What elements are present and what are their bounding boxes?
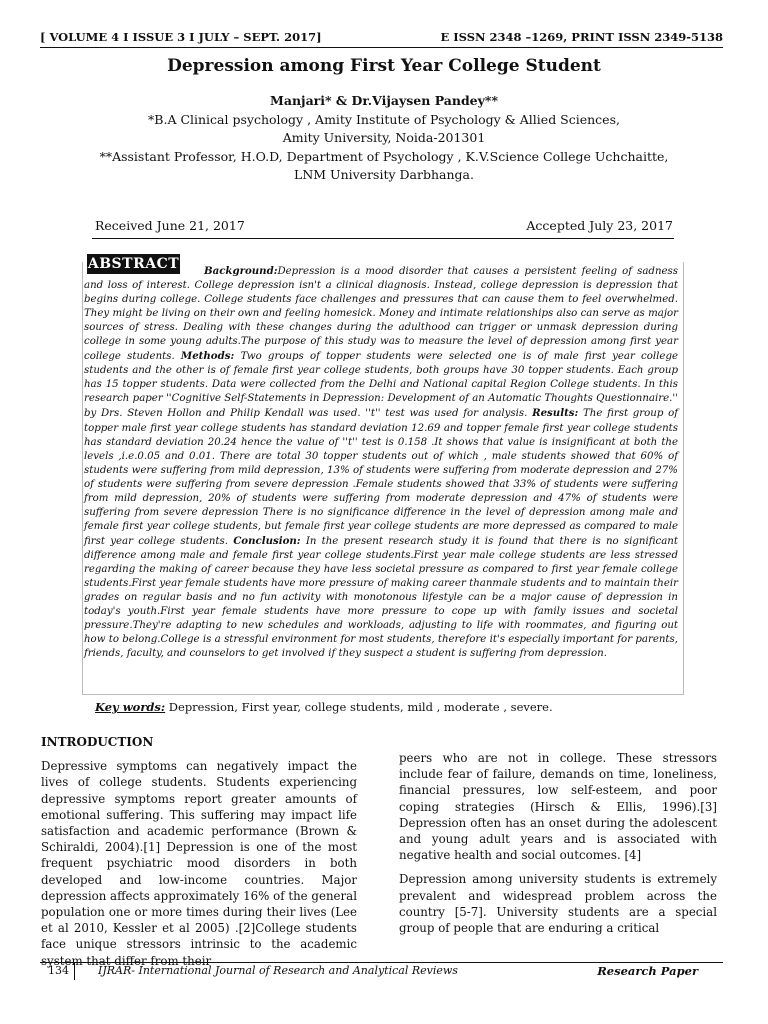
page-footer <box>40 964 723 982</box>
introduction-heading: INTRODUCTION <box>41 735 154 749</box>
intro-paragraph-3: Depression among university students is extremely prevalent and widespread problem across the country [5-7]. University students are a special group of people that are enduring a critical <box>399 872 717 936</box>
footer-divider <box>40 962 723 963</box>
footer-separator <box>74 962 75 980</box>
received-date: Received June 21, 2017 <box>95 218 245 233</box>
conclusion-text: In the present research study it is found that there is no significant difference among male and female first year college students.First year male college students are less stressed regarding the making of career because they have less societal pressure as compared to first year female college students.First year female students have more pressure of making career thanmale students and to maintain their grades on regular basis and no fun activity with monotonous lifestyle can be a major cause of depression in today's youth.First year female students have more pressure to cope up with family issues and societal pressure.They're adapting to new schedules and workloads, adjusting to life with roommates, and figuring out how to belong.College is a stressful environment for most students, therefore it's especially important for parents, friends, faculty, and counselors to get involved if they suspect a student is suffering from depression. <box>84 535 678 660</box>
abstract-text <box>84 264 678 661</box>
page-number: 134 <box>48 964 69 977</box>
methods-text: Two groups of topper students were selected one is of male first year college students and the other is of female first year college students, both groups have 30 topper students. Each group has 15 topper students. Data were collected from the Delhi and National capital Region College students. In this research paper ''Cognitive Self-Statements in Depression: Development of an Automatic Thoughts Questionnaire.'' by Drs. Steven Hollon and Philip Kendall was used. ''t'' test was used for analysis. <box>84 351 678 420</box>
issn-label: E ISSN 2348 –1269, PRINT ISSN 2349-5138 <box>440 30 723 44</box>
dates-divider <box>92 238 674 239</box>
left-column <box>41 734 357 977</box>
results-label: Results: <box>532 407 579 420</box>
running-header <box>40 30 723 46</box>
affiliation-line-2: Amity University, Noida-201301 <box>282 130 486 145</box>
article-type: Research Paper <box>597 964 698 978</box>
affiliation-line-1: *B.A Clinical psychology , Amity Institute of Psychology & Allied Sciences, <box>148 112 620 127</box>
intro-paragraph-2: peers who are not in college. These stressors include fear of failure, demands on time, loneliness, financial pressures, low self-esteem, and poor coping strategies (Hirsch & Ellis, 1996).[3] Depression often has an onset during the adolescent and young adult years and is associated with negative health and social outcomes. [4] <box>399 751 717 863</box>
conclusion-label: Conclusion: <box>233 534 301 547</box>
keywords <box>95 700 553 714</box>
intro-paragraph-1: Depressive symptoms can negatively impact the lives of college students. Students experiencing depressive symptoms report greater amounts of emotional suffering. This suffering may impact life satisfaction and academic performance (Brown & Schiraldi, 2004).[1] Depression is one of the most frequent psychiatric mood disorders in both developed and low-income countries. Major depression affects approximately 16% of the general population one or more times during their lives (Lee et al 2010, Kessler et al 2005) .[2]College students face unique stressors intrinsic to the academic system that differ from their <box>41 759 357 968</box>
background-text: Depression is a mood disorder that causes a persistent feeling of sadness and loss of interest. College depression isn't a clinical diagnosis. Instead, college depression is depression that begins during college. College students face challenges and pressures that can cause them to feel overwhelmed. They might be living on their own and feeling homesick. Money and intimate relationships also can serve as major sources of stress. Dealing with these changes during the adulthood can trigger or unmask depression during college in some young adults.The purpose of this study was to measure the level of depression among first year college students. <box>84 266 678 363</box>
methods-label: Methods: <box>180 350 235 363</box>
keywords-text: Depression, First year, college students, mild , moderate , severe. <box>165 700 553 714</box>
abstract-heading: ABSTRACT <box>87 256 180 272</box>
results-text: The first group of topper male first year college students has standard deviation 12.69 and topper female first year college students has standard deviation 20.24 hence the value of ''t'' test is 0.158 .It shows that value is insignificant at both the levels ,i.e.0.05 and 0.01. There are total 30 topper students out of which , male students showed that 60% of students were suffering from mild depression, 13% of students were suffering from moderate depression and 27% of students were suffering from severe depression .Female students showed that 33% of students were suffering from mild depression, 20% of students were suffering from moderate depression and 47% of students were suffering from severe depression There is no significance difference in the level of depression among male and female first year college students, but female first year college students are more depressed as compared to male first year college students. <box>84 408 678 547</box>
accepted-date: Accepted July 23, 2017 <box>526 218 673 233</box>
background-label: Background: <box>204 265 278 277</box>
affiliation-line-3: **Assistant Professor, H.O.D, Department of Psychology , K.V.Science College Uchchaitte, <box>99 149 669 164</box>
header-divider <box>40 47 723 48</box>
paper-title: Depression among First Year College Student <box>167 56 601 76</box>
affiliation-line-4: LNM University Darbhanga. <box>294 167 474 182</box>
keywords-label: Key words: <box>95 700 166 714</box>
volume-issue-label: [ VOLUME 4 I ISSUE 3 I JULY – SEPT. 2017] <box>40 30 322 44</box>
authors: Manjari* & Dr.Vijaysen Pandey** <box>270 93 498 108</box>
right-column <box>399 750 717 944</box>
journal-name: IJRAR- International Journal of Research and Analytical Reviews <box>98 964 458 977</box>
